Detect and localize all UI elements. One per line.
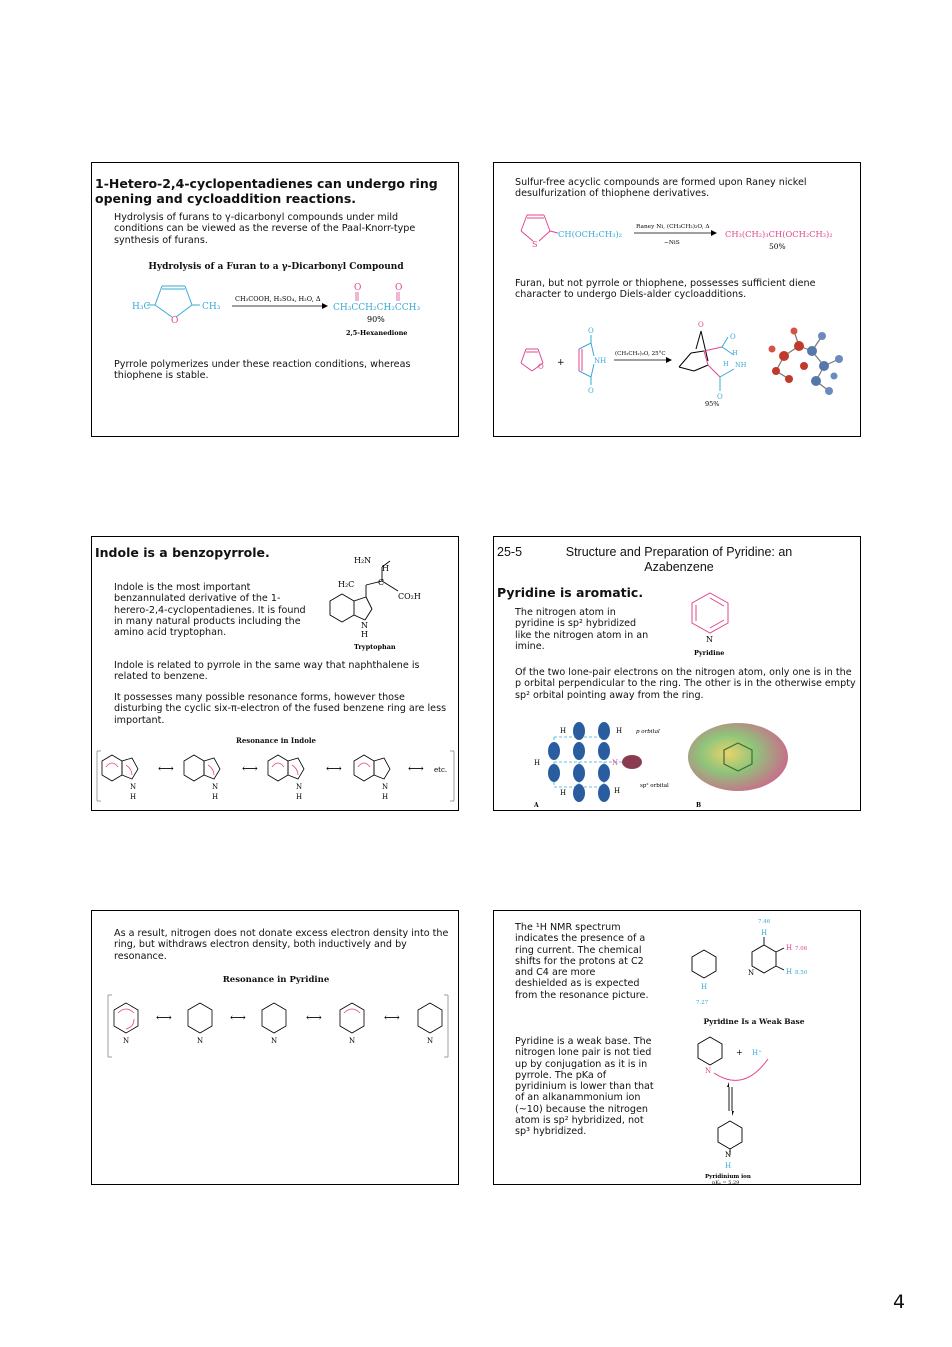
trp-n: N	[361, 621, 368, 630]
pyr-res-n-4: N	[349, 1037, 356, 1045]
paragraph-withdraws: As a result, nitrogen does not donate excess electron density into the ring, but withdraws electron density, both inductively and by resonance.	[114, 928, 449, 962]
indole-n-2: N	[212, 783, 219, 791]
pyridine-name: Pyridine	[694, 649, 725, 657]
da-reagents: (CH₃CH₂)₂O, 25°C	[615, 351, 666, 357]
pyridinium-h: H	[725, 1162, 732, 1170]
pyridinium-name: Pyridinium ion	[705, 1174, 751, 1180]
section-number: 25-5	[497, 545, 523, 559]
trp-h2n: H₂N	[354, 556, 372, 565]
pka-value: pKₐ = 5.29	[712, 1180, 740, 1185]
weak-base-caption: Pyridine Is a Weak Base	[703, 1017, 805, 1026]
shift-benzene: 7.27	[696, 1000, 709, 1006]
shift-c3: 7.06	[795, 946, 808, 952]
orbital-h-bl: H	[560, 789, 567, 797]
paragraph-indole-related: Indole is related to pyrrole in the same way that naphthalene is related to benzene.	[114, 660, 420, 683]
resonance-arrow-1: ⟷	[158, 762, 174, 775]
paragraph-hydrolysis: Hydrolysis of furans to γ-dicarbonyl compounds under mild conditions can be viewed as the reverse of the Paal-Knorr-type synthesis of furans.	[114, 212, 416, 246]
slide-subtitle: Pyridine is aromatic.	[497, 585, 644, 600]
pyridine-n: N	[706, 635, 713, 644]
imide-nh: NH	[594, 357, 607, 365]
adduct-o-top: O	[730, 333, 736, 341]
pyr-res-n-1: N	[123, 1037, 130, 1045]
slide-thiophene-furan	[493, 162, 861, 437]
resonance-arrow-2: ⟷	[242, 762, 258, 775]
thiophene-s-label: S	[532, 240, 538, 249]
diels-alder-scheme	[494, 311, 861, 411]
indole-h-4: H	[382, 793, 389, 801]
pyridine-structure	[682, 589, 742, 659]
paragraph-weak-base: Pyridine is a weak base. The nitrogen lone pair is not tied up by conjugation as it is in pyrrole. The pKa of pyridinium is lower than that of an alkanammonium ion (~10) because the nitrogen atom is sp² hybridized, not sp³ hybridized.	[515, 1036, 654, 1138]
slide-title: 1-Hetero-2,4-cyclopentadienes can undergo ring opening and cycloaddition reactions.	[95, 176, 438, 206]
resonance-arrow-4: ⟷	[408, 762, 424, 775]
indole-h-3: H	[296, 793, 303, 801]
paragraph-indole-resonance: It possesses many possible resonance forms, however those disturbing the cyclic six-π-electron of the fused benzene ring are less important.	[114, 692, 447, 726]
indole-n-4: N	[382, 783, 389, 791]
raney-byproduct: −NiS	[664, 240, 680, 246]
resonance-caption: Resonance in Indole	[236, 736, 316, 745]
adduct-h2: H	[723, 360, 729, 368]
shift-c2: 8.50	[795, 970, 808, 976]
nmr-n: N	[748, 969, 755, 977]
slide-title: Structure and Preparation of Pyridine: an Azabenzene	[565, 545, 793, 574]
paragraph-lone-pairs: Of the two lone-pair electrons on the nitrogen atom, only one is in the p orbital perpendicular to the ring. The other is in the otherwise empty sp² orbital pointing away from the ring.	[515, 667, 856, 701]
h-c2: H	[786, 968, 793, 976]
pyr-res-arrow-2: ⟷	[230, 1011, 246, 1024]
base-plus: +	[736, 1048, 743, 1057]
slide-furan-reactions	[91, 162, 459, 437]
substituent-label: CH(OCH₂CH₃)₂	[558, 229, 623, 239]
nmr-shifts-figure	[674, 915, 824, 995]
figure-label-a: A	[534, 802, 539, 807]
trp-co2h: CO₂H	[398, 592, 421, 601]
product-yield: 90%	[367, 315, 385, 324]
indole-n-1: N	[130, 783, 137, 791]
paragraph-nmr: The ¹H NMR spectrum indicates the presence of a ring current. The chemical shifts for the protons at C2 and C4 are more deshielded as is expected from the resonance picture.	[515, 922, 649, 1001]
h-plus: H⁺	[752, 1049, 762, 1057]
pyr-res-arrow-4: ⟷	[384, 1011, 400, 1024]
pyridine-orbitals-figure	[524, 717, 824, 807]
indole-resonance-forms	[92, 745, 459, 807]
h-c3: H	[786, 944, 793, 952]
orbital-h-tl: H	[560, 727, 567, 735]
trp-c: C	[378, 578, 385, 587]
paragraph-pyrrole: Pyrrole polymerizes under these reaction conditions, whereas thiophene is stable.	[114, 359, 411, 382]
indole-n-3: N	[296, 783, 303, 791]
furan-hydrolysis-scheme	[92, 275, 459, 345]
adduct-o-bottom: O	[717, 393, 723, 401]
furan-oxygen-label: O	[171, 316, 179, 326]
pyridinium-n: N	[725, 1151, 732, 1159]
paragraph-raney-nickel: Sulfur-free acyclic compounds are formed upon Raney nickel desulfurization of thiophene derivatives.	[515, 177, 807, 200]
electrostatic-potential-map	[688, 723, 788, 791]
h-c4: H	[761, 929, 768, 937]
imide-o-top: O	[588, 327, 594, 335]
paragraph-diels-alder: Furan, but not pyrrole or thiophene, possesses sufficient diene character to undergo Diels-alder cycloadditions.	[515, 278, 816, 301]
ball-and-stick-model	[769, 328, 844, 396]
resonance-caption: Resonance in Pyridine	[222, 975, 330, 985]
pyr-res-arrow-3: ⟷	[306, 1011, 322, 1024]
figure-caption: Hydrolysis of a Furan to a γ-Dicarbonyl Compound	[148, 262, 404, 272]
furan-o-label: O	[538, 363, 544, 371]
desulfurized-product: CH₃(CH₂)₃CH(OCH₂CH₃)₂	[725, 229, 833, 239]
orbital-h-tr: H	[616, 727, 623, 735]
page-number: 4	[893, 1291, 906, 1313]
pyr-res-n-5: N	[427, 1037, 434, 1045]
paragraph-sp2: The nitrogen atom in pyridine is sp² hybridized like the nitrogen atom in an imine.	[515, 607, 649, 652]
reaction-reagents: CH₃COOH, H₂SO₄, H₂O, Δ	[235, 295, 321, 303]
indole-h-1: H	[130, 793, 137, 801]
furan-left-label: H₃C	[132, 302, 151, 312]
h-benzene: H	[701, 983, 708, 991]
trp-h2c: H₂C	[338, 580, 355, 589]
resonance-etc: etc.	[434, 766, 448, 774]
pyridine-resonance-forms	[92, 989, 459, 1059]
base-n: N	[705, 1067, 712, 1075]
product-name: 2,5-Hexanedione	[346, 329, 408, 337]
figure-label-b: B	[696, 802, 702, 807]
paragraph-indole-intro: Indole is the most important benzannulated derivative of the 1-herero-2,4-cyclopentadienes. It is found in many natural products including the amino acid tryptophan.	[114, 582, 306, 639]
orbital-h-left: H	[534, 759, 541, 767]
orbital-n: N	[612, 759, 619, 767]
product-formula: CH₃CCH₂CH₂CCH₃	[333, 303, 421, 313]
p-orbital-label: p orbital	[636, 729, 660, 735]
indole-h-2: H	[212, 793, 219, 801]
imide-o-bottom: O	[588, 387, 594, 395]
carbonyl-o2: O	[395, 283, 403, 293]
orbital-h-br: H	[614, 787, 621, 795]
slide-indole	[91, 536, 459, 811]
raney-reagents: Raney Ni, (CH₃CH₂)₂O, Δ	[636, 224, 710, 230]
protonation-scheme	[674, 1029, 824, 1184]
shift-c4: 7.46	[758, 919, 771, 925]
pyr-res-n-3: N	[271, 1037, 278, 1045]
resonance-arrow-3: ⟷	[326, 762, 342, 775]
trp-nh: H	[361, 630, 368, 639]
slide-title: Indole is a benzopyrrole.	[95, 545, 270, 560]
desulfurization-yield: 50%	[769, 242, 786, 251]
trp-h: H	[382, 564, 389, 573]
da-yield: 95%	[705, 400, 720, 408]
slide-pyridine-resonance	[91, 910, 459, 1185]
pyr-res-n-2: N	[197, 1037, 204, 1045]
carbonyl-o1: O	[354, 283, 362, 293]
adduct-nh: NH	[735, 361, 747, 369]
furan-right-label: CH₃	[202, 302, 221, 312]
adduct-h1: H	[732, 349, 738, 357]
pyr-res-arrow-1: ⟷	[156, 1011, 172, 1024]
slide-pyridine-structure	[493, 536, 861, 811]
tryptophan-structure	[320, 553, 459, 653]
adduct-o: O	[698, 321, 704, 329]
slide-pyridine-nmr-base	[493, 910, 861, 1185]
sp2-orbital-label: sp² orbital	[640, 783, 669, 789]
plus-sign: +	[557, 358, 565, 368]
trp-name: Tryptophan	[354, 643, 396, 651]
desulfurization-scheme	[494, 203, 861, 265]
